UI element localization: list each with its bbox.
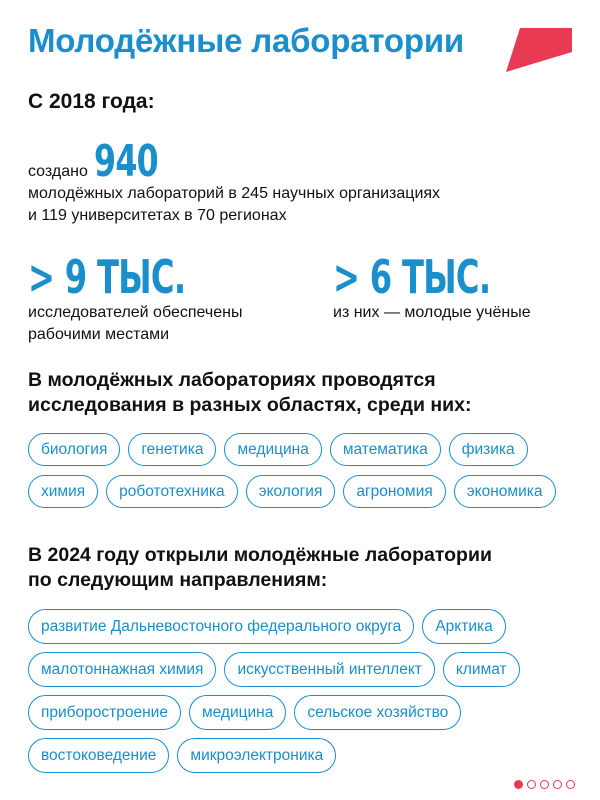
tag-pill: экономика bbox=[454, 475, 556, 508]
tag-pill: Арктика bbox=[422, 609, 505, 644]
created-desc-line2: и 119 университетах в 70 регионах bbox=[28, 207, 287, 224]
tag-pill: сельское хозяйство bbox=[294, 695, 461, 730]
page-title: Молодёжные лаборатории bbox=[28, 22, 464, 59]
page-dot[interactable] bbox=[514, 780, 523, 789]
tag-pill: экология bbox=[246, 475, 336, 508]
tag-pill: искусственный интеллект bbox=[224, 652, 434, 687]
tag-pill: малотоннажная химия bbox=[28, 652, 216, 687]
created-lead: создано bbox=[28, 163, 88, 180]
page-dot[interactable] bbox=[553, 780, 562, 789]
tag-pill: приборостроение bbox=[28, 695, 181, 730]
stat-desc-line1: из них — молодые учёные bbox=[333, 304, 531, 321]
stat-value: > 9 ТЫС. bbox=[28, 250, 186, 304]
stat-desc-line1: исследователей обеспечены bbox=[28, 304, 243, 321]
stat-researchers bbox=[28, 250, 318, 346]
tag-pill: робототехника bbox=[106, 475, 238, 508]
page-dot[interactable] bbox=[540, 780, 549, 789]
tag-pill: математика bbox=[330, 433, 441, 466]
since-heading: С 2018 года: bbox=[28, 90, 155, 113]
stat-desc bbox=[333, 302, 593, 324]
tag-pill: агрономия bbox=[343, 475, 445, 508]
research-heading-line1: В молодёжных лабораториях проводятся bbox=[28, 369, 436, 391]
opened-heading-line1: В 2024 году открыли молодёжные лаборатории bbox=[28, 544, 492, 566]
created-number: 940 bbox=[94, 136, 159, 187]
created-block bbox=[28, 136, 183, 187]
tag-pill: востоковедение bbox=[28, 738, 169, 773]
tag-pill: медицина bbox=[189, 695, 286, 730]
research-tags bbox=[28, 433, 588, 508]
stat-desc-line2: рабочими местами bbox=[28, 326, 170, 343]
created-description bbox=[28, 183, 588, 227]
page-dot[interactable] bbox=[527, 780, 536, 789]
tag-pill: микроэлектроника bbox=[177, 738, 336, 773]
tag-pill: биология bbox=[28, 433, 120, 466]
tag-pill: химия bbox=[28, 475, 98, 508]
opened-2024-tags bbox=[28, 609, 588, 773]
tag-pill: медицина bbox=[224, 433, 321, 466]
stat-young-scientists bbox=[333, 250, 593, 324]
research-heading bbox=[28, 368, 588, 418]
created-desc-line1: молодёжных лабораторий в 245 научных организациях bbox=[28, 185, 441, 202]
pagination-dots bbox=[514, 780, 575, 789]
opened-2024-heading bbox=[28, 543, 588, 593]
stat-value: > 6 ТЫС. bbox=[333, 250, 491, 304]
tag-pill: развитие Дальневосточного федерального округа bbox=[28, 609, 414, 644]
tag-pill: физика bbox=[449, 433, 528, 466]
stat-desc bbox=[28, 302, 318, 346]
red-flag-logo-icon bbox=[506, 28, 572, 72]
research-heading-line2: исследования в разных областях, среди них: bbox=[28, 394, 472, 416]
opened-heading-line2: по следующим направлениям: bbox=[28, 569, 328, 591]
tag-pill: генетика bbox=[128, 433, 216, 466]
tag-pill: климат bbox=[443, 652, 520, 687]
page-dot[interactable] bbox=[566, 780, 575, 789]
